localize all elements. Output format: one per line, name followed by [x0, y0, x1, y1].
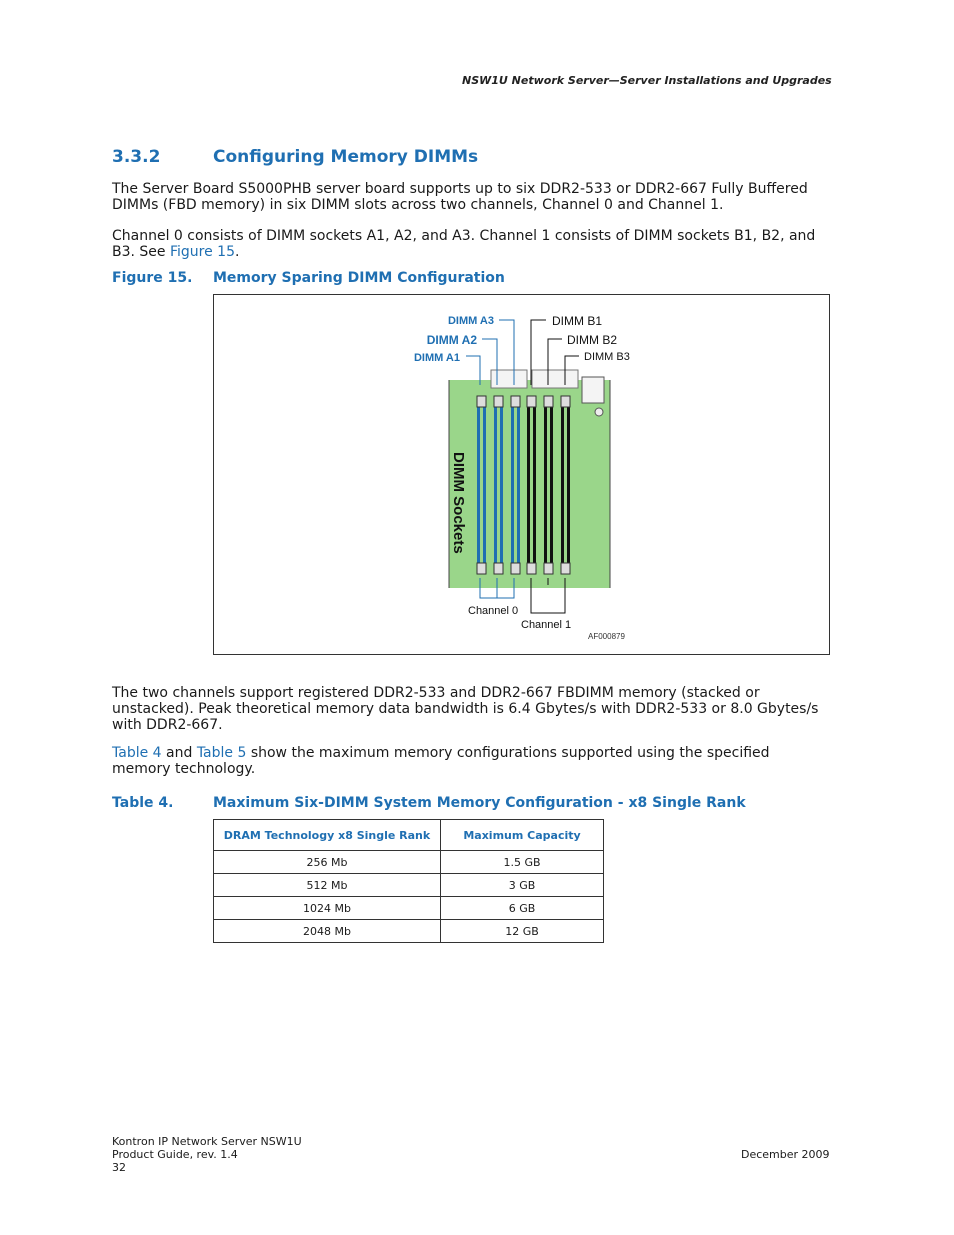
cell-capacity: 12 GB — [441, 920, 604, 943]
paragraph-tables-and: and — [161, 745, 197, 761]
table-title: Maximum Six-DIMM System Memory Configuration - x8 Single Rank — [213, 795, 746, 811]
footer-page-number: 32 — [112, 1161, 126, 1174]
footer-left — [112, 1135, 302, 1174]
table-5-link[interactable]: Table 5 — [196, 745, 247, 761]
paragraph-tables-rest: show the maximum memory configurations supported using the specified memory technology. — [112, 745, 770, 777]
table-label: Table 4. — [112, 795, 174, 811]
paragraph-bandwidth: The two channels support registered DDR2-533 and DDR2-667 FBDIMM memory (stacked or unstacked). Peak theoretical memory data bandwidth is 6.4 Gbytes/s with DDR2-533 or 8.0 Gbytes/s with DDR2-667. — [112, 685, 819, 733]
table-row — [214, 920, 604, 943]
dimm-b2-slot — [544, 396, 553, 574]
dimm-b3-slot — [561, 396, 570, 574]
dimm-diagram — [214, 295, 829, 654]
label-channel-0: Channel 0 — [468, 605, 519, 617]
table-4-link[interactable]: Table 4 — [112, 745, 162, 761]
footer-date: December 2009 — [741, 1148, 830, 1161]
cell-capacity: 3 GB — [441, 874, 604, 897]
cell-dram: 512 Mb — [214, 874, 441, 897]
label-dimm-b1: DIMM B1 — [552, 314, 603, 328]
paragraph-channels-end: . — [235, 244, 240, 260]
cell-capacity: 1.5 GB — [441, 851, 604, 874]
paragraph-intro: The Server Board S5000PHB server board supports up to six DDR2-533 or DDR2-667 Fully Buffered DIMMs (FBD memory) in six DIMM slots across two channels, Channel 0 and Channel 1. — [112, 181, 808, 213]
label-dimm-sockets: DIMM Sockets — [450, 452, 467, 554]
connector-middle — [532, 370, 578, 388]
header-dram-technology: DRAM Technology x8 Single Rank — [214, 820, 441, 851]
dimm-a3-slot — [511, 396, 520, 574]
running-header: NSW1U Network Server—Server Installations and Upgrades — [462, 74, 832, 87]
section-title: Configuring Memory DIMMs — [213, 147, 479, 167]
label-dimm-a2: DIMM A2 — [426, 333, 477, 347]
section-number: 3.3.2 — [112, 147, 161, 167]
figure-frame — [213, 294, 830, 655]
label-dimm-b3: DIMM B3 — [584, 351, 630, 363]
label-dimm-a3: DIMM A3 — [447, 315, 494, 327]
memory-config-table — [213, 819, 604, 943]
cell-dram: 1024 Mb — [214, 897, 441, 920]
table-header-row — [214, 820, 604, 851]
figure-15-link[interactable]: Figure 15 — [169, 244, 235, 260]
label-figure-code: AF000879 — [588, 632, 625, 641]
connector-left — [491, 370, 527, 388]
mounting-hole — [595, 408, 603, 416]
table-row — [214, 851, 604, 874]
figure-label: Figure 15. — [112, 270, 193, 286]
cell-dram: 256 Mb — [214, 851, 441, 874]
dimm-b1-slot — [527, 396, 536, 574]
label-dimm-b2: DIMM B2 — [567, 333, 618, 347]
footer-guide: Product Guide, rev. 1.4 — [112, 1148, 238, 1161]
table-row — [214, 897, 604, 920]
connector-right — [582, 377, 604, 403]
table-row — [214, 874, 604, 897]
header-maximum-capacity: Maximum Capacity — [441, 820, 604, 851]
figure-title: Memory Sparing DIMM Configuration — [213, 270, 505, 286]
dimm-a1-slot — [477, 396, 486, 574]
paragraph-channels — [112, 228, 832, 260]
dimm-a2-slot — [494, 396, 503, 574]
cell-capacity: 6 GB — [441, 897, 604, 920]
label-channel-1: Channel 1 — [521, 619, 572, 631]
cell-dram: 2048 Mb — [214, 920, 441, 943]
paragraph-channels-text: Channel 0 consists of DIMM sockets A1, A2, and A3. Channel 1 consists of DIMM sockets B1, B2, and B3. See — [112, 228, 816, 260]
paragraph-tables — [112, 745, 832, 777]
label-dimm-a1: DIMM A1 — [413, 352, 460, 364]
footer-product: Kontron IP Network Server NSW1U — [112, 1135, 302, 1148]
